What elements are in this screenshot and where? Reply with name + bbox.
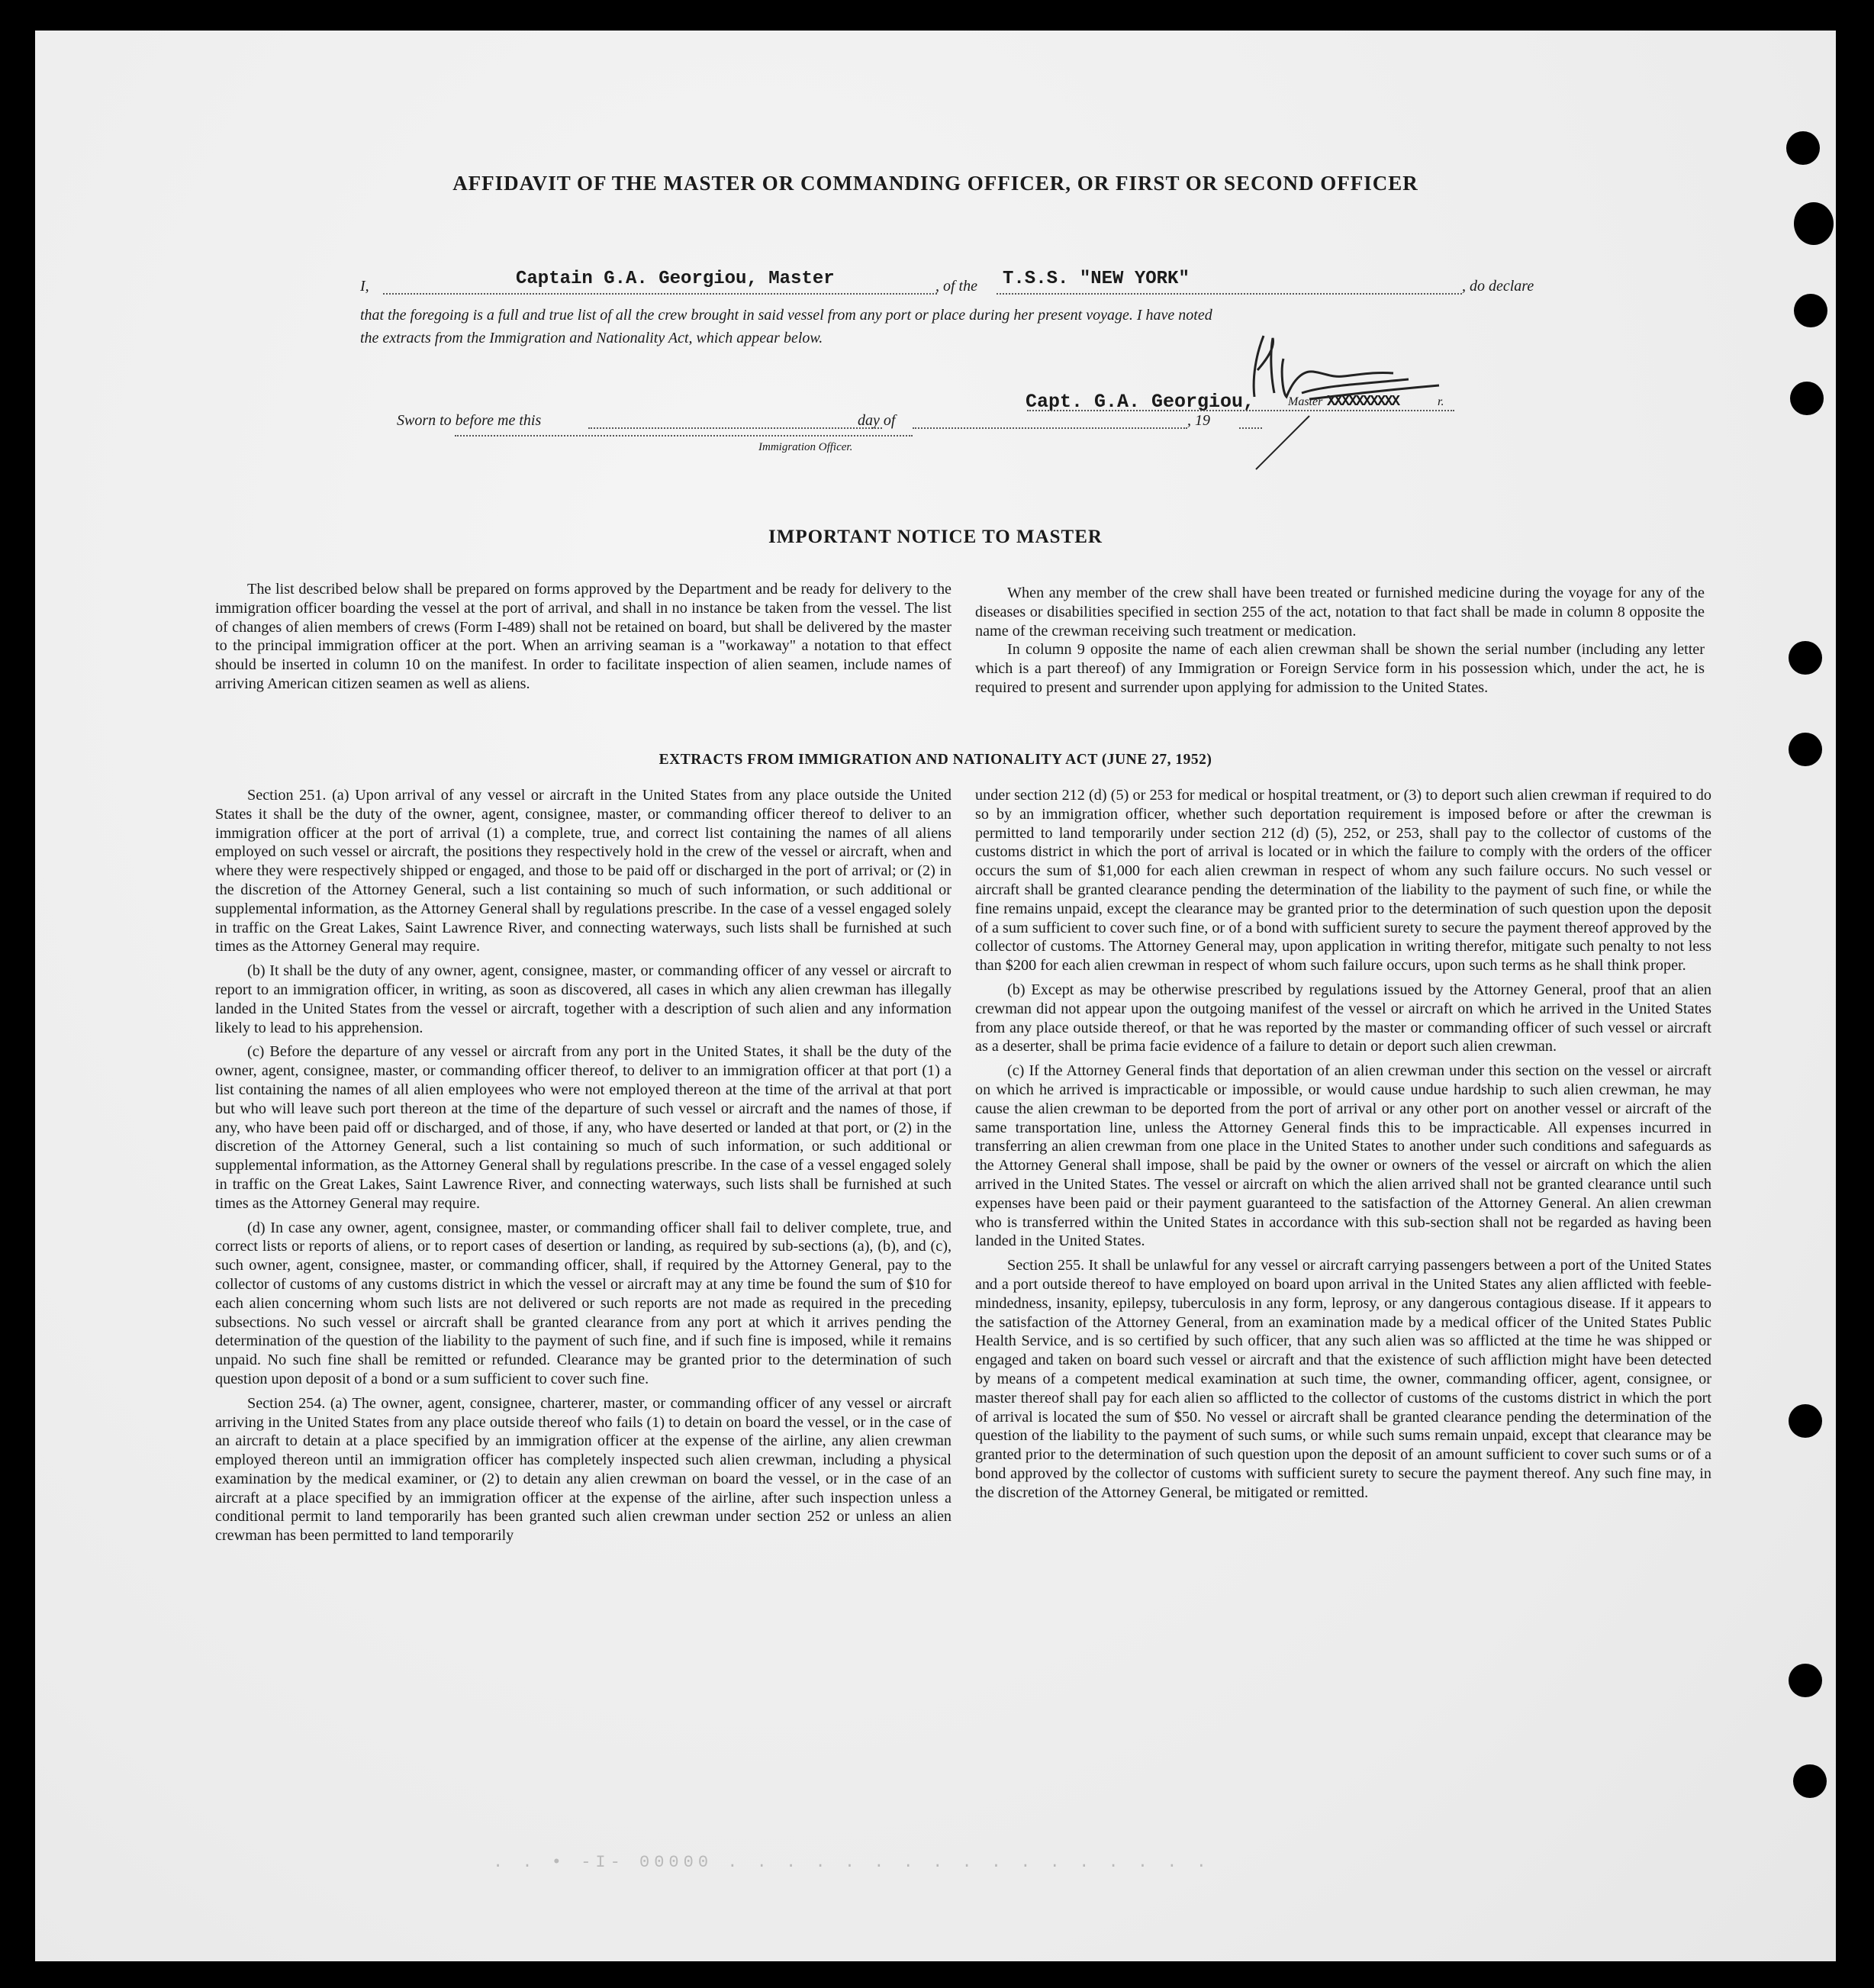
binder-hole — [1789, 1664, 1822, 1697]
binder-hole — [1786, 131, 1820, 165]
binder-hole — [1793, 1764, 1827, 1798]
declarant-blank — [383, 293, 937, 295]
sworn-month-blank — [913, 427, 1187, 429]
master-signature — [1210, 324, 1485, 477]
notice-right-paragraph-1: When any member of the crew shall have been treated or furnished medicine during the voyage for any of the diseases or disabilities specified in section 255 of the act, notation to that fact shall be made in column 8 opposite the name of the crewman receiving such treatment or medication. — [975, 585, 1705, 640]
affidavit-title: AFFIDAVIT OF THE MASTER OR COMMANDING OFFICER, OR FIRST OR SECOND OFFICER — [452, 172, 1418, 195]
notice-right-paragraph-2: In column 9 opposite the name of each alien crewman shall be shown the serial number (including any letter which is a part thereof) of any Immigration or Foreign Service form in his possession which, under the act, he is required to present and surrender upon applying for admission to the United States. — [975, 641, 1705, 696]
section-254-b: (b) Except as may be otherwise prescribed by regulations issued by the Attorney General, proof that an alien crewman did not appear upon the outgoing manifest of the vessel or aircraft on which he arrived in the United States from any place outside thereof, or that he was reported by the master or commanding officer of such vessel or aircraft as a deserter, shall be prima facie evidence of a failure to detain or deport such alien crewman. — [975, 981, 1711, 1055]
year-label: , 19 — [1187, 412, 1210, 429]
binder-hole — [1790, 382, 1824, 415]
immigration-officer-label: Immigration Officer. — [758, 441, 853, 453]
section-255: Section 255. It shall be unlawful for any vessel or aircraft carrying passengers between a port of the United States and a port outside thereof to have employed on board upon arrival in the United States any alien afflicted with feeble-mindedness, insanity, epilepsy, tuberculosis in any form, leprosy, or any dangerous contagious disease. If it appears to the satisfaction of the Attorney General, from an examination made by a medical officer of the United States Public Health Service, and is so certified by such officer, that any such alien was so afflicted at the time he was shipped or engaged and taken on board such vessel or aircraft and that the existence of such affliction might have been detected by means of a competent medical examination at such time, the owner, commanding officer, agent, consignee, or master thereof shall pay for each alien so afflicted to the collector of customs of the customs district in which the port of arrival is located the sum of $50. No vessel or aircraft shall be granted clearance pending the determination of the question of the liability to the payment of such sums, or while such sums remain unpaid, except that clearance may be granted prior to the determination of such question upon the deposit of an amount sufficient to cover such sums or of a bond approved by the collector of customs with sufficient surety to secure the payment thereof. Any such fine may, in the discretion of the Attorney General, be mitigated or remitted. — [975, 1257, 1711, 1501]
binder-hole — [1794, 202, 1834, 245]
section-251-c: (c) Before the departure of any vessel or aircraft from any port in the United States, it shall be the duty of the owner, agent, consignee, master, or commanding officer thereof, to deliver to an immigration officer at that port (1) a list containing the names of all alien employees who were not employed thereon at the time of the arrival at that port but who will leave such port thereon at the time of the departure of such vessel or aircraft and the names of those, if any, who have been paid off or discharged, and of those, if any, who have deserted or landed at that port, or (2) in the discretion of the Attorney General, such a list containing so much of such information, or such additional or supplemental information, as the Attorney General shall by regulations prescribe. In the case of a vessel engaged solely in traffic on the Great Lakes, Saint Lawrence River, and connecting waterways, such lists shall be furnished at such times as the Attorney General may require. — [215, 1043, 951, 1212]
struck-officer-title: XXXXXXXXXX — [1327, 393, 1399, 410]
typed-master-name: Capt. G.A. Georgiou, — [1026, 391, 1255, 413]
section-251-d: (d) In case any owner, agent, consignee, master, or commanding officer shall fail to deliver complete, true, and correct lists or reports of aliens, or to report cases of desertion or landing, as required by sub-sections (a), (b), and (c), such owner, agent, consignee, master, or commanding officer, shall, if required by the Attorney General, pay to the collector of customs of any customs district in which the vessel or aircraft may at any time be found the sum of $10 for each alien concerning whom such lists are not delivered or such reports are not made as required in the preceding subsections. No such vessel or aircraft shall be granted clearance from any port at which it arrives pending the determination of the question of the liability to the payment of such fine, and if such fine is imposed, while it remains unpaid. No such fine shall be remitted or refunded. Clearance may be granted prior to the determination of such question upon deposit of a bond or a sum sufficient to cover such fine. — [215, 1219, 951, 1387]
day-of-label: day of — [858, 412, 896, 429]
binder-hole — [1789, 1404, 1822, 1438]
document-page — [35, 31, 1836, 1961]
notice-left-column — [215, 580, 951, 694]
binder-hole — [1789, 641, 1822, 675]
extracts-right-column — [975, 786, 1711, 1502]
do-declare-label: , do declare — [1462, 278, 1534, 295]
declarant-name: Captain G.A. Georgiou, Master — [516, 269, 835, 289]
affidavit-pronoun: I, — [360, 278, 369, 295]
section-254-a: Section 254. (a) The owner, agent, consignee, charterer, master, or commanding officer of any vessel or aircraft arriving in the United States from any place outside thereof who fails (1) to detain on board the vessel, or in the case of an aircraft to detain at a place specified by an immigration officer at the expense of the airline, any alien crewman employed thereon until an immigration officer has completely inspected such alien crewman, including a physical examination by the medical examiner, or (2) to detain any alien crewman on board the vessel, or in the case of an aircraft at a place specified by an immigration officer at the expense of the airline, after such inspection unless a conditional permit to land temporarily has been granted such alien crewman under section 252 or unless an alien crewman has been permitted to land temporarily — [215, 1394, 951, 1545]
extracts-left-column — [215, 786, 951, 1545]
sworn-day-blank — [588, 427, 882, 429]
of-the-label: , of the — [935, 278, 977, 295]
vessel-blank — [997, 293, 1462, 295]
immigration-officer-line — [455, 435, 913, 437]
statement-line-2: the extracts from the Immigration and Nationality Act, which appear below. — [360, 330, 823, 346]
notice-left-paragraph: The list described below shall be prepared on forms approved by the Department and be ready for delivery to the immigration officer boarding the vessel at the port of arrival, and shall in no instance be taken from the vessel. The list of changes of alien members of crews (Form I-489) shall not be retained on board, but shall be delivered by the master to the principal immigration officer at the port. When an arriving seaman is a "workaway" a notation to that effect should be inserted in column 10 on the manifest. In order to facilitate inspection of alien seamen, include names of arriving American citizen seamen as well as aliens. — [215, 581, 951, 692]
sworn-label: Sworn to before me this — [397, 412, 542, 429]
section-251-a: Section 251. (a) Upon arrival of any vessel or aircraft in the United States from any place outside the United States it shall be the duty of the owner, agent, consignee, master, or commanding officer thereof to deliver to an immigration officer at the port of arrival (1) a complete, true, and correct list containing the names of all aliens employed on such vessel or aircraft, the positions they respectively hold in the crew of the vessel or aircraft, when and where they were respectively shipped or engaged, and those to be paid off or discharged in the port of arrival; or (2) in the discretion of the Attorney General, such a list containing so much of such information, or such additional or supplemental information, as the Attorney General shall by regulations prescribe. In the case of a vessel engaged solely in traffic on the Great Lakes, Saint Lawrence River, and connecting waterways, such lists shall be furnished at such times as the Attorney General may require. — [215, 787, 951, 955]
section-254-c: (c) If the Attorney General finds that deportation of an alien crewman under this section on the vessel or aircraft on which he arrived is impracticable or impossible, or would cause undue hardship to such alien crewman, he may cause the alien crewman to be deported from the port of arrival or any other port on another vessel or aircraft of the same transportation line, unless the Attorney General finds this to be impracticable. All expenses incurred in transferring an alien crewman from one place in the United States to another under such conditions and safeguards as the Attorney General shall impose, shall be paid by the owner or owners of the vessel or aircraft on which the alien arrived in the United States. The vessel or aircraft on which the alien arrived shall not be granted clearance until such expenses have been paid or their payment guaranteed to the satisfaction of the Attorney General. An alien crewman who is transferred within the United States in accordance with this sub-section shall not be regarded as having been landed in the United States. — [975, 1062, 1711, 1250]
section-251-b: (b) It shall be the duty of any owner, agent, consignee, master, or commanding officer of any vessel or aircraft to report to an immigration officer, in writing, as soon as discovered, all cases in which any alien crewman has illegally landed in the United States from the vessel or aircraft, together with a description of such alien and any information likely to lead to his apprehension. — [215, 962, 951, 1036]
extracts-title: EXTRACTS FROM IMMIGRATION AND NATIONALITY ACT (JUNE 27, 1952) — [658, 752, 1212, 768]
officer-suffix: r. — [1438, 395, 1444, 408]
vessel-name: T.S.S. "NEW YORK" — [1003, 269, 1190, 289]
notice-title: IMPORTANT NOTICE TO MASTER — [768, 527, 1103, 547]
statement-line-1: that the foregoing is a full and true list of all the crew brought in said vessel from any port or place during her present voyage. I have noted — [360, 307, 1212, 324]
notice-right-column — [975, 584, 1705, 698]
master-label: Master — [1288, 395, 1323, 408]
binder-hole — [1794, 294, 1827, 327]
page-footer-bleed: . . • -I- 00000 . . . . . . . . . . . . . . . . . — [493, 1853, 1211, 1872]
section-254-a-continued: under section 212 (d) (5) or 253 for medical or hospital treatment, or (3) to deport such alien crewman if required to do so by an immigration officer, whether such deportation requirement is imposed before or after the crewman is permitted to land temporarily under section 212 (d) (5), 252, or 253, shall pay to the collector of customs of the customs district in which the port of arrival is located or in which the failure to comply with the orders of the officer occurs the sum of $1,000 for each alien crewman in respect of whom any such failure occurs. No such vessel or aircraft shall be granted clearance pending the determination of the liability to the payment of such fine, or while the fine remains unpaid, except the clearance may be granted prior to the determination of such question upon the deposit of a sum sufficient to cover such fine, or of a bond with sufficient surety to secure the payment thereof approved by the collector of customs. The Attorney General may, upon application in writing therefor, mitigate such penalty to not less than $200 for each alien crewman in respect of whom such failure occurs, upon such terms as he shall think proper. — [975, 787, 1711, 975]
